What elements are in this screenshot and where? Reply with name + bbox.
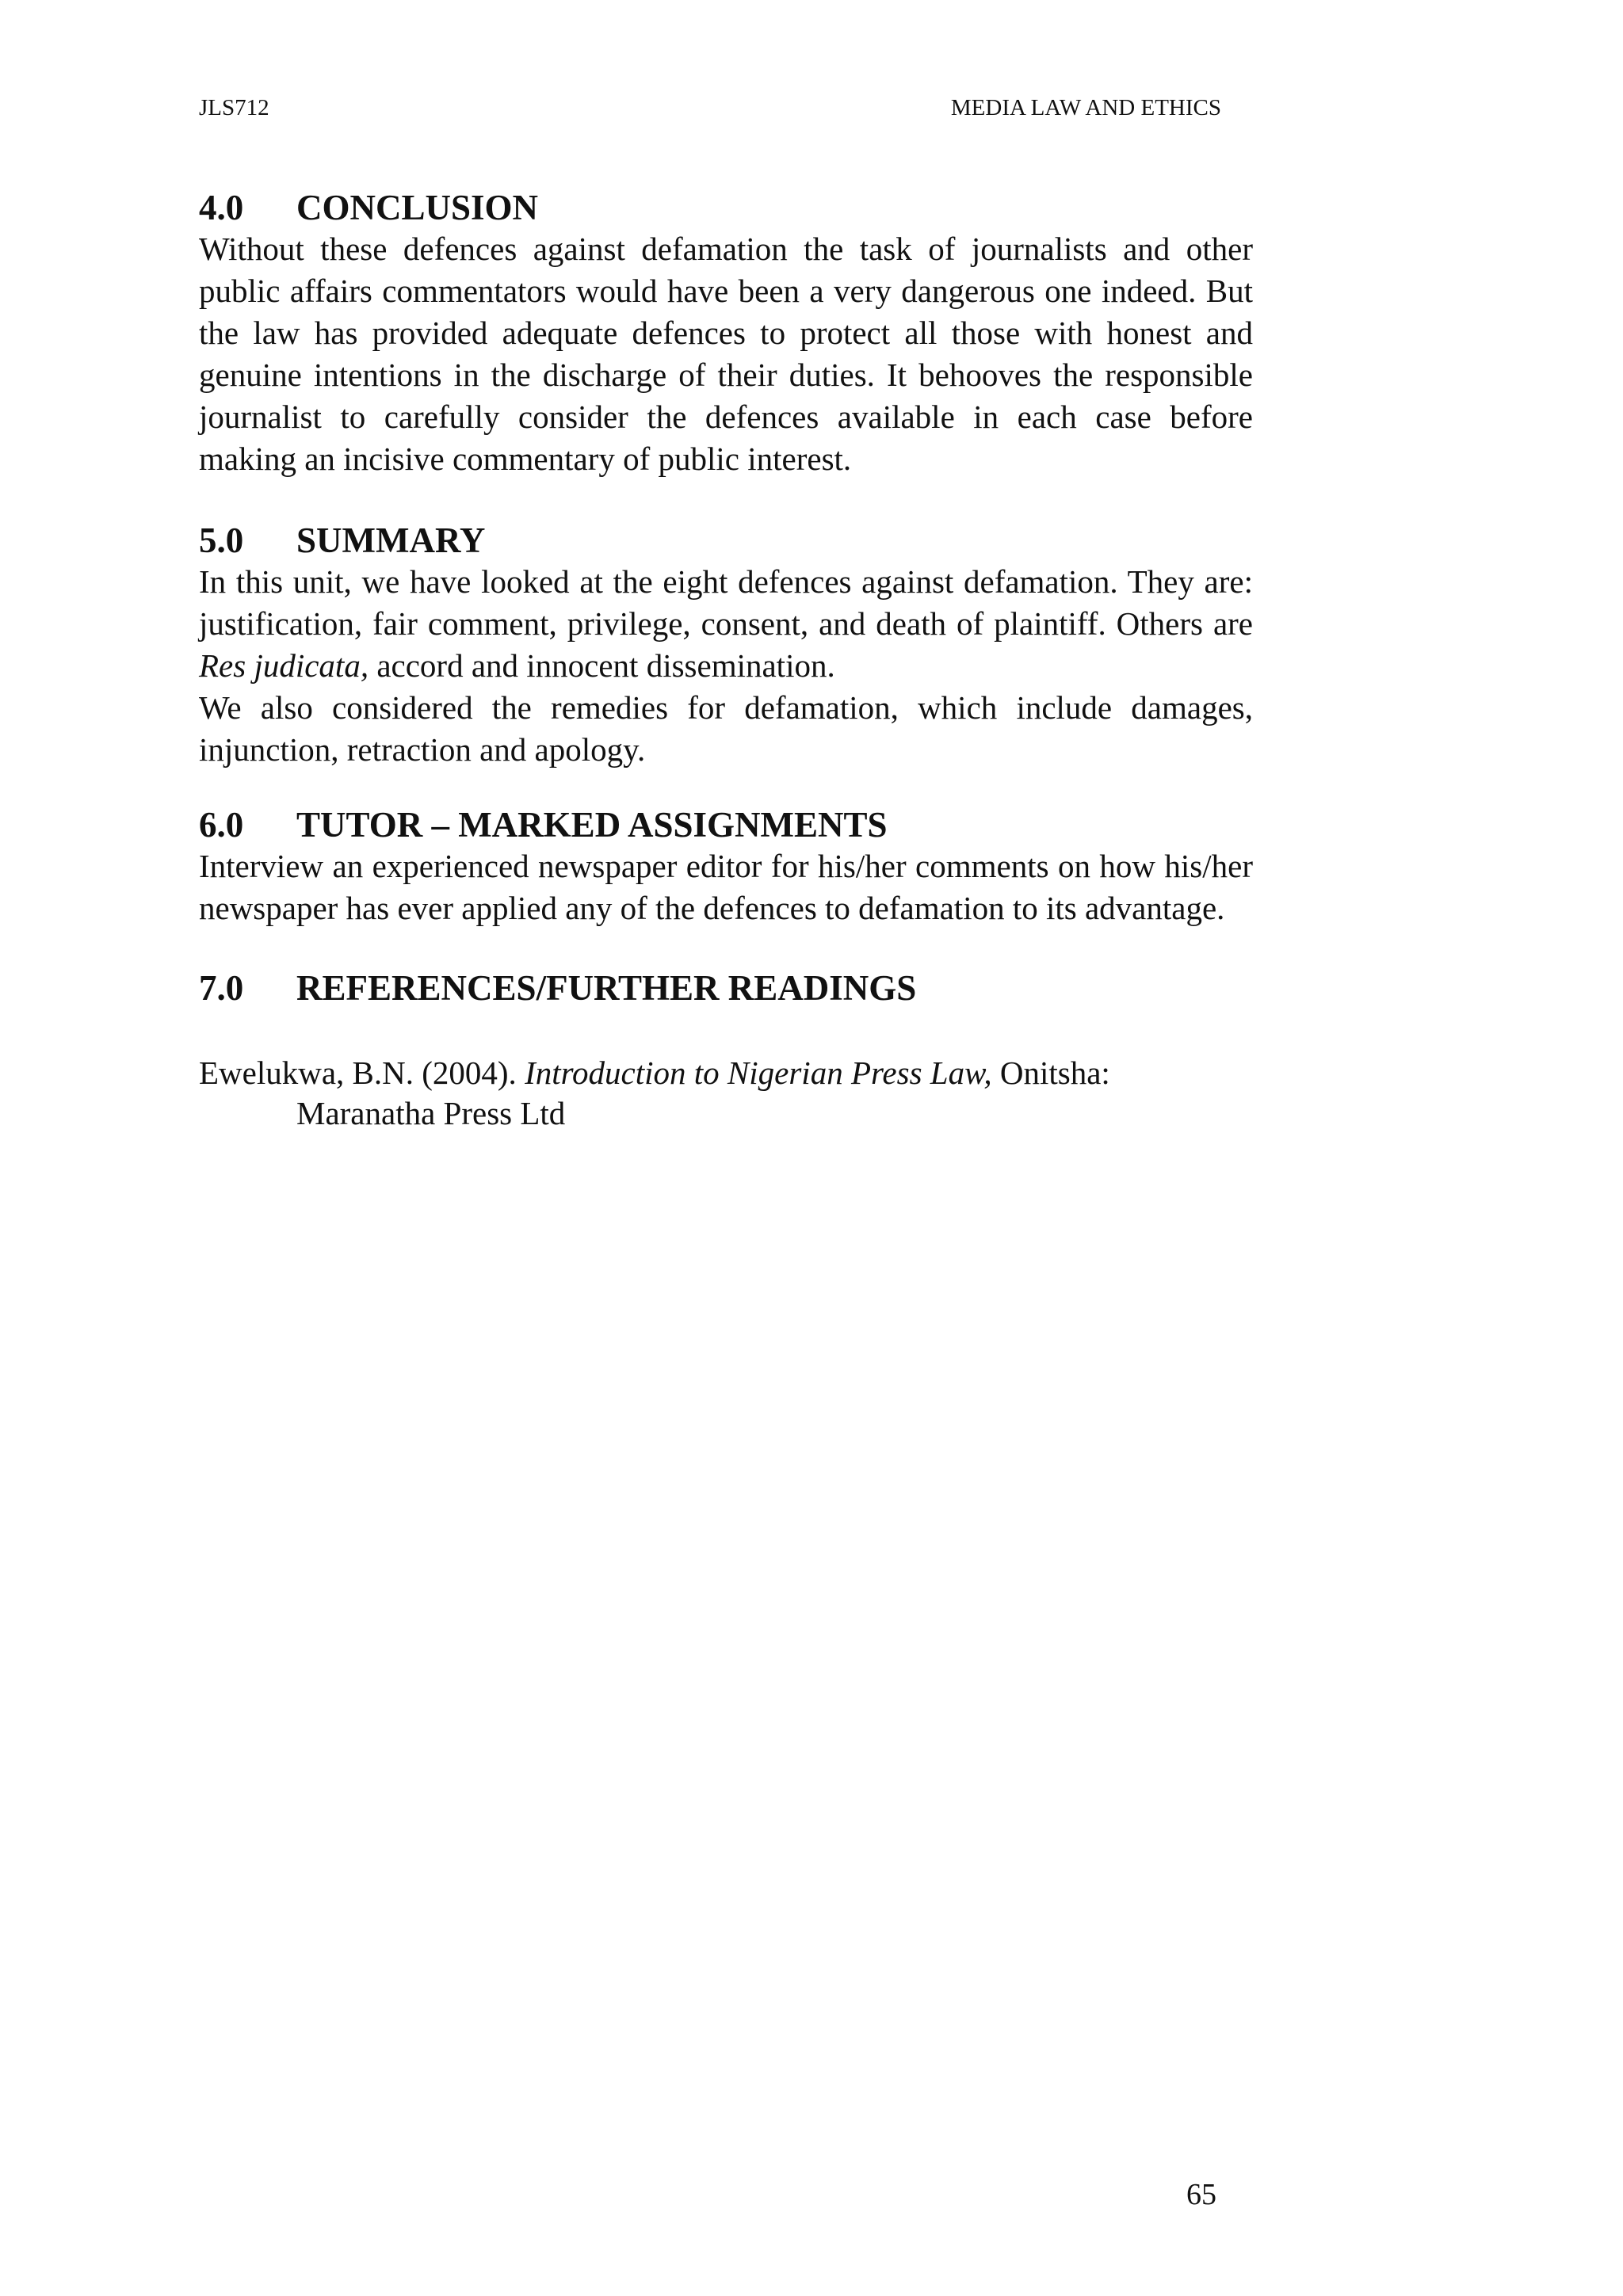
res-judicata-term: Res judicata, <box>199 647 369 684</box>
references-heading <box>199 967 1253 1009</box>
section-number: 4.0 <box>199 188 244 227</box>
section-title: TUTOR – MARKED ASSIGNMENTS <box>296 805 888 845</box>
reference-entry <box>199 1053 1253 1134</box>
section-title: CONCLUSION <box>296 188 539 227</box>
tma-paragraph: Interview an experienced newspaper editor for his/her comments on how his/her newspaper has ever applied any of the defences to defamation to its advantage. <box>199 848 1253 926</box>
reference-publisher: Onitsha: Maranatha Press Ltd <box>296 1055 1110 1131</box>
section-number: 7.0 <box>199 968 244 1008</box>
reference-title: Introduction to Nigerian Press Law, <box>525 1055 992 1091</box>
section-title: SUMMARY <box>296 521 486 560</box>
conclusion-paragraph: Without these defences against defamation the task of journalists and other public affairs commentators would have been a very dangerous one indeed. But the law has provided adequate defences to protect all those with honest and genuine intentions in the discharge of their duties. It behooves the responsible journalist to carefully consider the defences available in each case before making an incisive commentary of public interest. <box>199 231 1253 477</box>
section-title: REFERENCES/FURTHER READINGS <box>296 968 917 1008</box>
summary-paragraph-1 <box>199 561 1253 687</box>
course-title: MEDIA LAW AND ETHICS <box>950 95 1221 120</box>
course-code: JLS712 <box>199 95 269 120</box>
summary-text-after: accord and innocent dissemination. <box>369 647 835 684</box>
reference-author-year: Ewelukwa, B.N. (2004). <box>199 1055 525 1091</box>
summary-text-before: In this unit, we have looked at the eight defences against defamation. They are: justification, fair comment, privilege, consent, and death of plaintiff. Others are <box>199 563 1253 642</box>
tma-heading <box>199 804 1253 845</box>
summary-paragraph-2: We also considered the remedies for defamation, which include damages, injunction, retraction and apology. <box>199 689 1253 768</box>
page-content <box>199 187 1253 1134</box>
section-number: 5.0 <box>199 521 244 560</box>
page-number: 65 <box>1186 2178 1216 2211</box>
conclusion-heading <box>199 187 1253 228</box>
running-header <box>199 95 1221 121</box>
summary-heading <box>199 520 1253 561</box>
section-number: 6.0 <box>199 805 244 845</box>
